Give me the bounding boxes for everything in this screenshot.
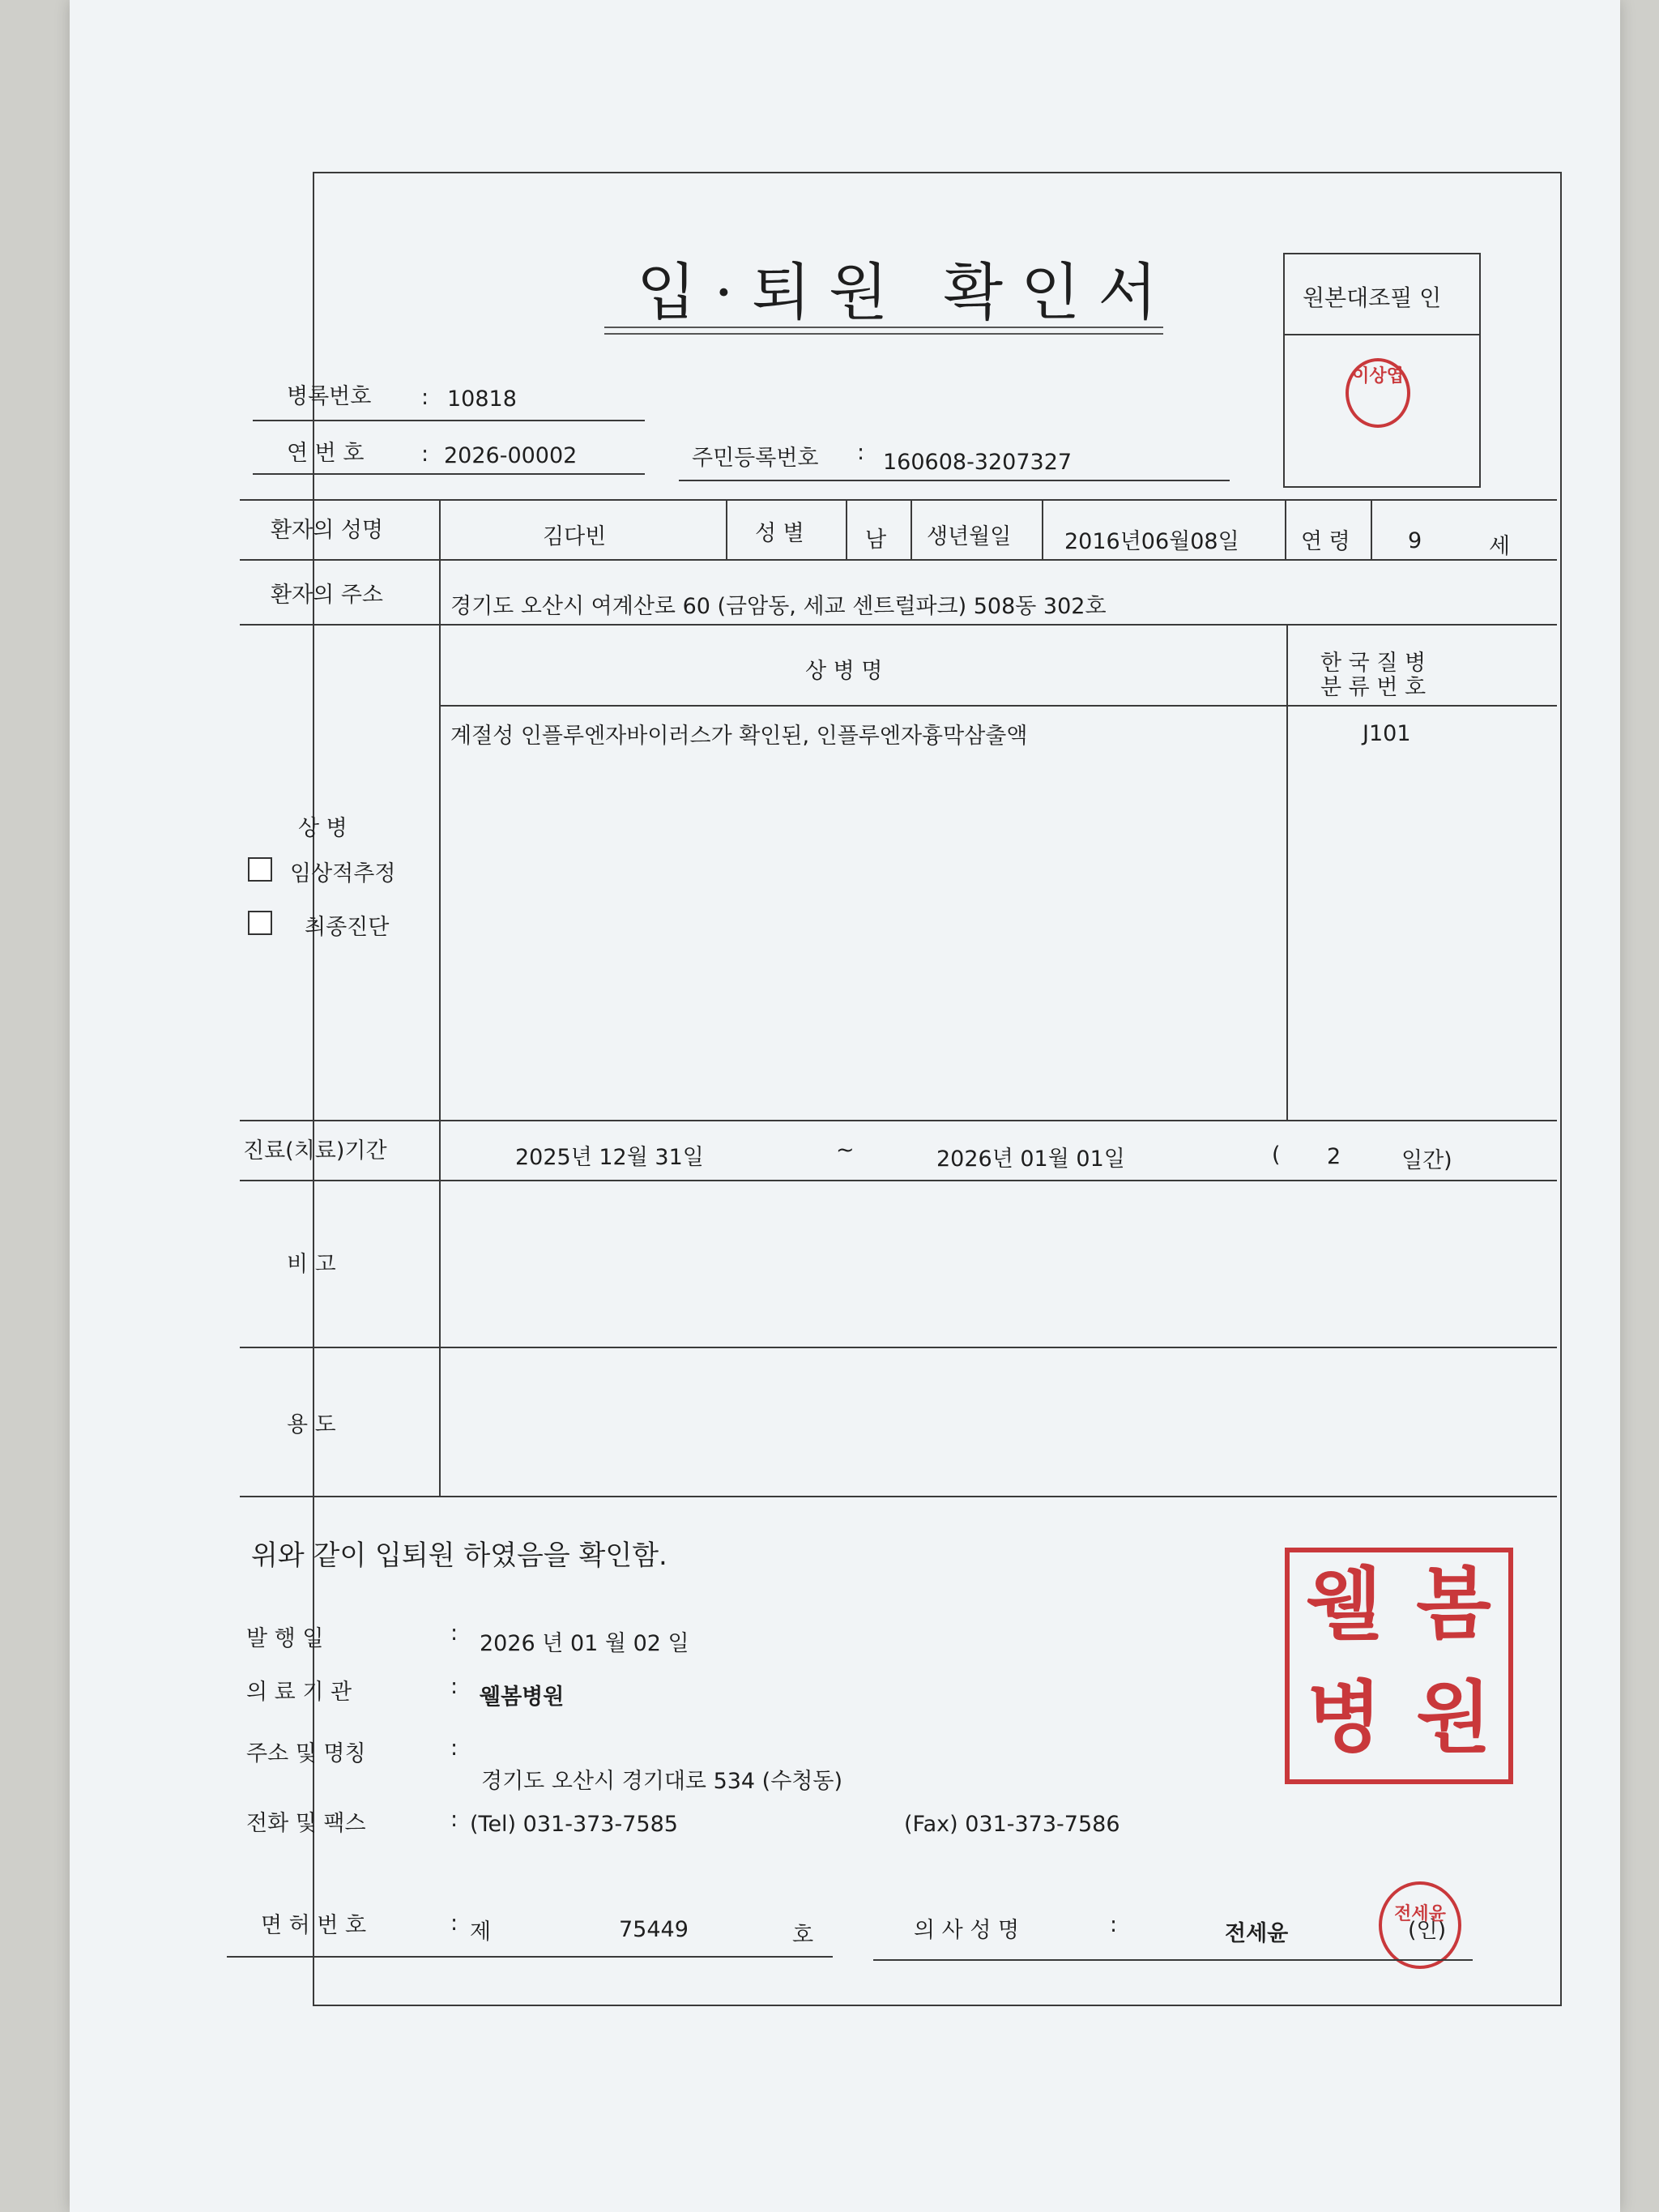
- title-underline: [604, 327, 1163, 328]
- serial-no-underline: [253, 473, 645, 475]
- patient-address-value: 경기도 오산시 여계산로 60 (금암동, 세교 센트럴파크) 508동 302호: [450, 594, 1107, 619]
- diagnosis-name-value: 계절성 인플루엔자바이러스가 확인된, 인플루엔자흉막삼출액: [450, 724, 1028, 749]
- age-label: 연 령: [1301, 529, 1350, 554]
- doctor-seal: 전세윤: [1379, 1881, 1461, 1969]
- patient-name-value: 김다빈: [543, 524, 607, 549]
- patient-name-label: 환자의 성명: [271, 518, 383, 543]
- resident-no-value: 160608-3207327: [883, 450, 1073, 475]
- doctor-name-underline: [873, 1959, 1473, 1961]
- document-paper: 입·퇴원 확인서 원본대조필 인 이상엽 병록번호 : 10818 연 번 호 : 2026-00002 주민등록번호 : 160608-3207327 환자의 성명 김다빈 성 별 남 생년월일 2016년06월08일 연 령 9 세 환자의 주소 경기도 오산시 여계산로 60 (금암동, 세교 센트럴파크) 508동 302호 상 병 임상적추정 최종진단 상 병 명 한 국 질 병 분 류 번 호 계절성 인플루엔자바이러스가 확인된, 인플루엔자흉막삼출액 J101 진료(치료)기간 2025년 12월 31일 ~ 2026년 01월 01일 ( 2 일간) 비 고 용 도 위와 같이 입퇴원 하였음을 확인함. 발 행 일 : 2026 년 01 월 02 일 의 료 기 관 : 웰봄병원 주소 및 명칭 : 경기도 오산시 경기대로 534 (수청동) 전화 및 팩스 : (Tel) 031-373-7585 (Fax) 031-373-7586 웰 봄 병 원 면 허 번 호 : 제 75449 호 의 사 성 명 : 전세윤 (인) 전세윤: [70, 0, 1620, 2212]
- license-label: 면 허 번 호: [261, 1913, 367, 1938]
- doctor-seal-label: (인): [1408, 1918, 1447, 1943]
- license-prefix: 제: [470, 1919, 492, 1945]
- birth-value: 2016년06월08일: [1064, 529, 1239, 554]
- doctor-name-label: 의 사 성 명: [914, 1918, 1020, 1943]
- tel-value: (Tel) 031-373-7585: [470, 1812, 678, 1837]
- hospital-seal: 웰 봄 병 원: [1285, 1548, 1513, 1784]
- purpose-label: 용 도: [287, 1412, 336, 1437]
- age-unit: 세: [1489, 534, 1511, 559]
- record-no-value: 10818: [447, 386, 517, 412]
- period-end: 2026년 01월 01일: [936, 1147, 1125, 1172]
- period-tilde: ~: [836, 1138, 855, 1163]
- age-value: 9: [1408, 528, 1422, 553]
- document-title: 입·퇴원 확인서: [637, 256, 1175, 328]
- institution-address: 경기도 오산시 경기대로 534 (수청동): [481, 1769, 842, 1794]
- original-verification-label: 원본대조필 인: [1303, 284, 1442, 311]
- issue-date-value: 2026 년 01 월 02 일: [480, 1631, 689, 1656]
- original-verification-box: [1283, 253, 1481, 488]
- birth-label: 생년월일: [927, 524, 1012, 549]
- diagnosis-section-label: 상 병: [298, 816, 348, 841]
- resident-no-label: 주민등록번호: [692, 446, 819, 471]
- confirmation-statement: 위와 같이 입퇴원 하였음을 확인함.: [251, 1539, 667, 1572]
- final-diagnosis-label: 최종진단: [305, 915, 390, 940]
- kcd-code-value: J101: [1363, 721, 1411, 746]
- period-paren-open: (: [1272, 1142, 1281, 1168]
- serial-no-label: 연 번 호: [287, 441, 365, 466]
- phone-fax-label: 전화 및 팩스: [246, 1811, 366, 1836]
- doctor-name-value: 전세윤: [1225, 1921, 1289, 1946]
- kcd-code-header-line1: 한 국 질 병: [1320, 651, 1427, 676]
- record-no-label: 병록번호: [287, 384, 372, 409]
- resident-no-underline: [679, 480, 1230, 481]
- serial-no-value: 2026-00002: [444, 443, 578, 468]
- institution-label: 의 료 기 관: [246, 1680, 352, 1705]
- clinical-estimate-label: 임상적추정: [290, 861, 396, 886]
- record-no-underline: [253, 420, 645, 421]
- license-number: 75449: [619, 1917, 689, 1942]
- verifier-seal: 이상엽: [1346, 358, 1410, 428]
- remarks-label: 비 고: [287, 1252, 336, 1277]
- license-suffix: 호: [792, 1923, 814, 1948]
- license-underline: [227, 1956, 833, 1958]
- title-underline-2: [604, 333, 1163, 335]
- address-name-label: 주소 및 명칭: [246, 1741, 366, 1766]
- period-label: 진료(치료)기간: [243, 1138, 387, 1164]
- kcd-code-header-line2: 분 류 번 호: [1320, 675, 1427, 700]
- patient-address-label: 환자의 주소: [271, 583, 383, 608]
- clinical-estimate-checkbox[interactable]: [248, 857, 272, 882]
- sex-value: 남: [865, 527, 887, 553]
- final-diagnosis-checkbox[interactable]: [248, 911, 272, 935]
- period-days-unit: 일간): [1401, 1148, 1452, 1173]
- fax-value: (Fax) 031-373-7586: [904, 1812, 1120, 1837]
- sex-label: 성 별: [755, 521, 804, 546]
- period-days: 2: [1327, 1144, 1341, 1169]
- institution-value: 웰봄병원: [480, 1685, 565, 1710]
- issue-date-label: 발 행 일: [246, 1626, 324, 1651]
- period-start: 2025년 12월 31일: [515, 1145, 704, 1170]
- diagnosis-name-header: 상 병 명: [805, 659, 883, 684]
